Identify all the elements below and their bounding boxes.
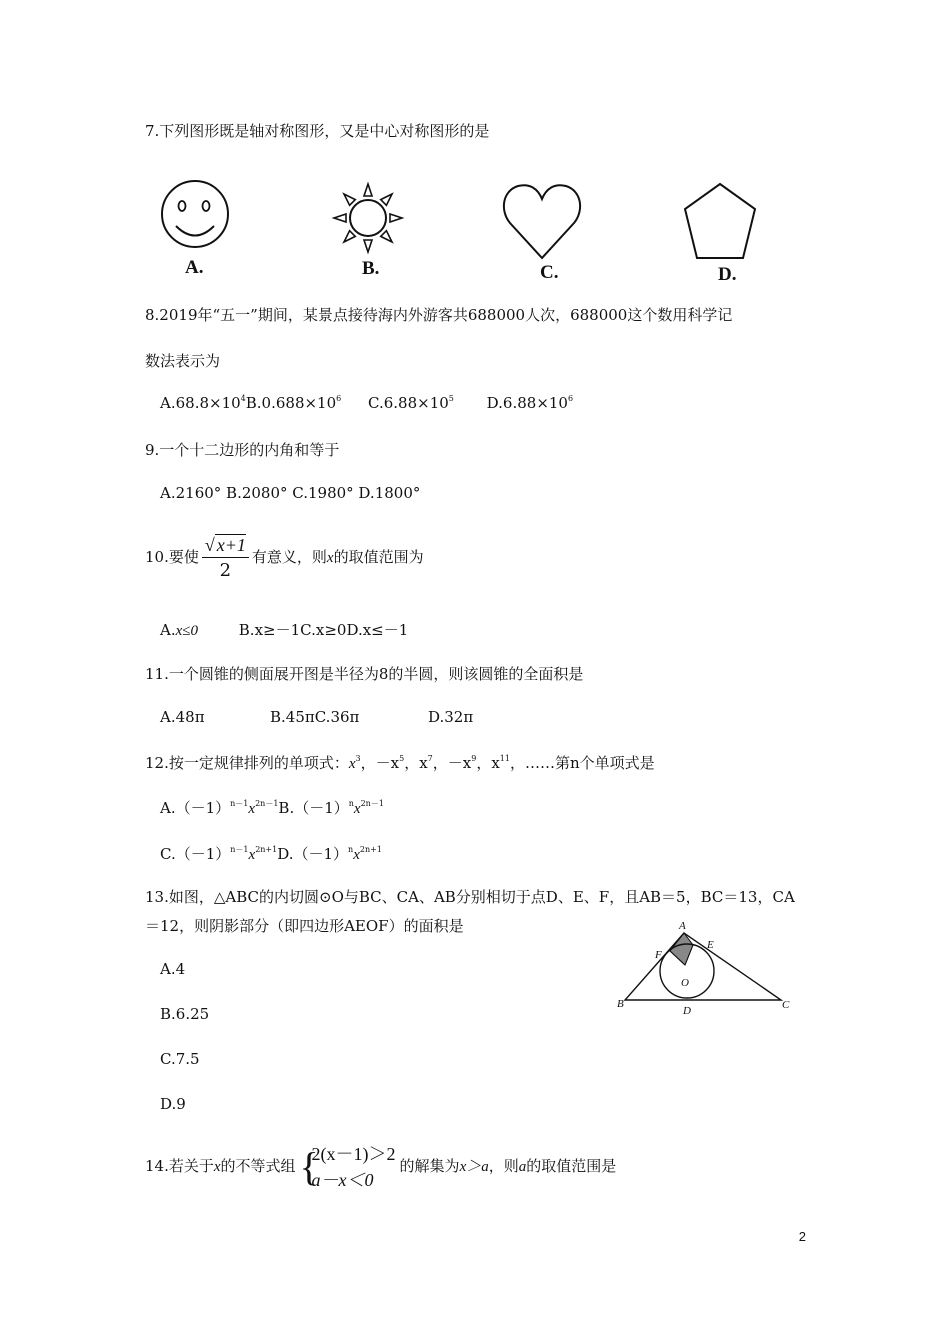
q12-option-c-x: x bbox=[248, 847, 256, 863]
q14-suffix-3: 的取值范围是 bbox=[526, 1157, 617, 1175]
q8-option-a bbox=[160, 394, 246, 412]
q12-option-d-x-exp: 2n+1 bbox=[359, 845, 382, 854]
q12-term-5-exp: 11 bbox=[499, 754, 510, 763]
q13-stem-line1: 13.如图，△ABC的内切圆⊙O与BC、CA、AB分别相切于点D、E、F，且AB＝5，BC＝13，CA bbox=[145, 888, 795, 906]
q11-stem: 11.一个圆锥的侧面展开图是半径为8的半圆，则该圆锥的全面积是 bbox=[145, 665, 584, 683]
q10-prefix: 10.要使 bbox=[145, 548, 199, 566]
q12-term-3: ，x bbox=[404, 754, 428, 772]
q12-option-b-x: x bbox=[353, 801, 361, 817]
q14-var: x bbox=[213, 1159, 221, 1175]
q8-c-exp: 5 bbox=[448, 394, 454, 403]
q14-cond: x＞a bbox=[459, 1159, 489, 1175]
q11-option-d: D.32π bbox=[428, 708, 474, 726]
q13-option-d: D.9 bbox=[160, 1095, 186, 1113]
q14-suffix-2: ，则 bbox=[488, 1157, 519, 1175]
q12-term-1-exp: 3 bbox=[355, 754, 361, 763]
q7-option-c: C. bbox=[540, 262, 559, 283]
point-c-label: C bbox=[782, 999, 790, 1011]
smiley-figure bbox=[162, 181, 228, 247]
q13-option-b: B.6.25 bbox=[160, 1005, 210, 1023]
q8-d-exp: 6 bbox=[567, 394, 574, 403]
q10-option-a-label: A. bbox=[160, 621, 176, 639]
q8-a-base: A.68.8×10 bbox=[160, 394, 241, 412]
q10-option-d: D.x≤－1 bbox=[346, 621, 409, 639]
q12-option-c-sign-exp: n－1 bbox=[230, 845, 249, 854]
q12-option-a-x: x bbox=[248, 801, 256, 817]
q12-options-cd bbox=[160, 843, 382, 864]
q12-term-2: ，－x bbox=[360, 754, 400, 772]
point-b-label: B bbox=[617, 998, 624, 1010]
q12-term-3-exp: 7 bbox=[427, 754, 433, 763]
q12-term-2-exp: 5 bbox=[399, 754, 405, 763]
q10-option-c-label: C. bbox=[300, 621, 316, 639]
q13-option-a: A.4 bbox=[160, 960, 186, 978]
q12-stem-suffix: ，……第n个单项式是 bbox=[509, 754, 655, 772]
q8-option-b bbox=[246, 394, 341, 412]
q10-option-c-expr: x≥0 bbox=[315, 621, 347, 639]
q8-b-base: B.0.688×10 bbox=[245, 394, 337, 412]
q12-term-5: ，x bbox=[476, 754, 500, 772]
q7-stem: 7.下列图形既是轴对称图形，又是中心对称图形的是 bbox=[145, 122, 490, 140]
point-a-label: A bbox=[679, 920, 686, 932]
q14-suffix-1: 的解集为 bbox=[399, 1157, 460, 1175]
q8-a-exp: 4 bbox=[240, 394, 246, 403]
q14-inequality-system bbox=[300, 1141, 396, 1193]
q8-c-base: C.6.88×10 bbox=[368, 394, 449, 412]
q11-option-a: A.48π bbox=[160, 708, 205, 726]
q12-option-b-label: B.（－1） bbox=[278, 799, 349, 817]
q13-triangle-figure bbox=[615, 915, 800, 1025]
q12-term-1: x bbox=[348, 756, 356, 772]
q10-suffix-1: 有意义，则 bbox=[251, 548, 327, 566]
q14-var-a: a bbox=[518, 1159, 527, 1175]
q8-b-exp: 6 bbox=[336, 394, 342, 403]
q12-term-4: ，－x bbox=[432, 754, 472, 772]
q7-option-a: A. bbox=[185, 257, 204, 278]
q12-option-b-x-exp: 2n－1 bbox=[360, 799, 384, 808]
q9-options: A.2160° B.2080° C.1980° D.1800° bbox=[160, 484, 421, 502]
q8-option-d bbox=[487, 394, 573, 412]
q14-mid: 的不等式组 bbox=[220, 1157, 296, 1175]
q7-option-b: B. bbox=[362, 258, 380, 279]
q10-stem bbox=[145, 535, 424, 581]
q10-radicand: x+1 bbox=[216, 535, 246, 555]
q14-line1: 2(x－1)＞2 bbox=[311, 1144, 396, 1164]
q14-line2: a－x＜0 bbox=[311, 1170, 374, 1190]
q12-option-a-label: A.（－1） bbox=[160, 799, 231, 817]
q8-d-base: D.6.88×10 bbox=[486, 394, 568, 412]
q10-denominator: 2 bbox=[219, 560, 232, 581]
q13-stem-line2: ＝12，则阴影部分（即四边形AEOF）的面积是 bbox=[145, 917, 464, 935]
q8-options bbox=[160, 394, 573, 412]
q10-option-b-label: B. bbox=[238, 621, 255, 639]
q12-option-c-x-exp: 2n+1 bbox=[255, 845, 278, 854]
q14-stem bbox=[145, 1141, 616, 1193]
q12-option-a-sign-exp: n－1 bbox=[230, 799, 249, 808]
q14-prefix: 14.若关于 bbox=[145, 1157, 214, 1175]
q14-brace: { bbox=[299, 1144, 319, 1189]
q8-stem-line1: 8.2019年“五一”期间，某景点接待海内外游客共688000人次，688000这个数用科学记 bbox=[145, 306, 733, 324]
q10-option-b-expr: x≥－1 bbox=[254, 621, 301, 639]
pentagon-figure bbox=[685, 184, 755, 258]
q10-options bbox=[160, 619, 408, 640]
q12-option-d-sign-exp: n bbox=[348, 845, 354, 854]
page-number: 2 bbox=[798, 1229, 806, 1244]
q12-stem-prefix: 12.按一定规律排列的单项式： bbox=[145, 754, 349, 772]
q7-option-d: D. bbox=[718, 264, 737, 285]
q11-option-bc: B.45πC.36π bbox=[270, 708, 360, 726]
q12-option-a-x-exp: 2n－1 bbox=[255, 799, 279, 808]
q7-figures bbox=[150, 175, 790, 285]
q10-option-a-expr: x≤0 bbox=[175, 623, 198, 639]
q10-suffix-2: 的取值范围为 bbox=[333, 548, 424, 566]
q12-option-d-x: x bbox=[353, 847, 360, 863]
q12-term-4-exp: 9 bbox=[471, 754, 477, 763]
q12-option-c-label: C.（－1） bbox=[160, 845, 231, 863]
q10-fraction: $\frac{√ x+1}{2}$ bbox=[202, 535, 249, 581]
q9-stem: 9.一个十二边形的内角和等于 bbox=[145, 441, 340, 459]
q12-option-d-label: D.（－1） bbox=[277, 845, 349, 863]
q12-stem bbox=[145, 752, 655, 773]
q12-option-b-sign-exp: n bbox=[348, 799, 354, 808]
point-e-label: E bbox=[707, 939, 714, 951]
q8-stem-line2: 数法表示为 bbox=[145, 352, 221, 370]
q8-option-c bbox=[368, 394, 454, 412]
point-d-label: D bbox=[683, 1005, 691, 1017]
point-o-label: O bbox=[681, 977, 689, 989]
q13-option-c: C.7.5 bbox=[160, 1050, 200, 1068]
point-f-label: F bbox=[655, 949, 662, 961]
heart-figure bbox=[504, 185, 580, 258]
q10-var: x bbox=[326, 550, 334, 566]
q12-options-ab bbox=[160, 797, 384, 818]
sun-figure bbox=[334, 184, 402, 252]
